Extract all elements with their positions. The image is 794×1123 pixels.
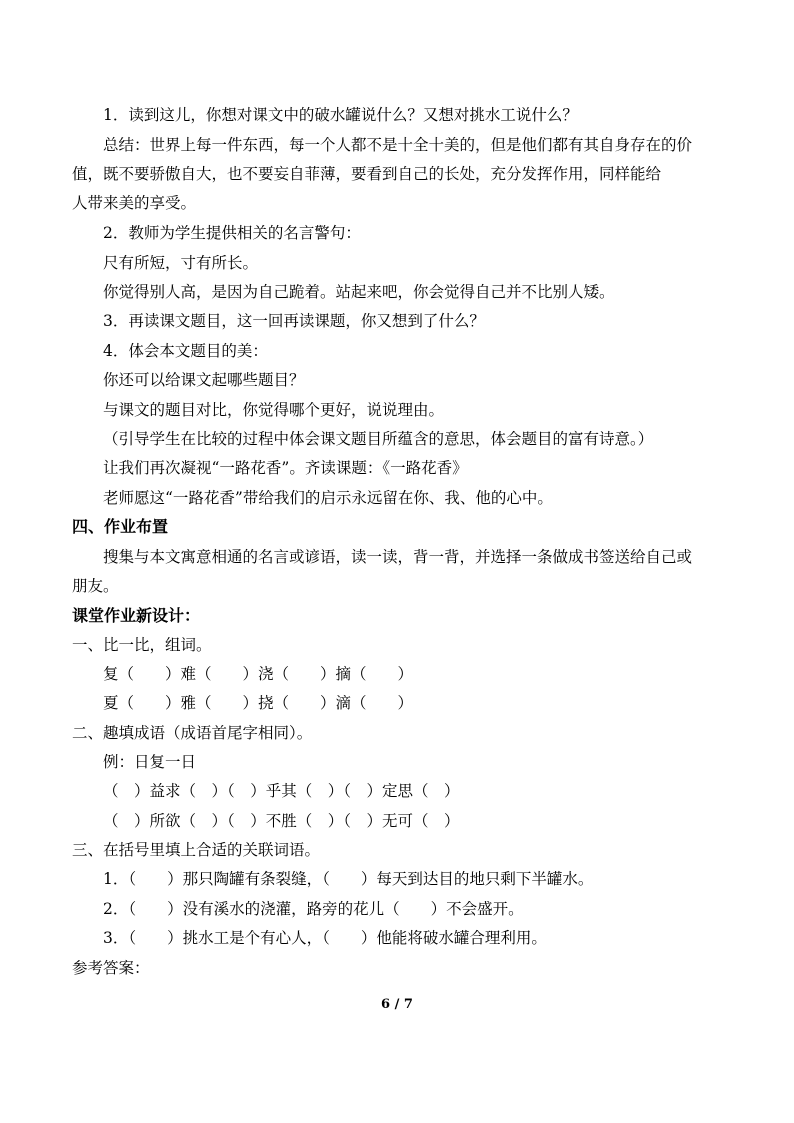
wish-line: 老师愿这“一路花香”带给我们的启示永远留在你、我、他的心中。 (103, 489, 553, 507)
question-1-line: 1．读到这儿，你想对课文中的破水罐说什么？又想对挑水工说什么？ (103, 106, 578, 124)
page-number: 6 / 7 (381, 997, 413, 1012)
question-4-line: 4．体会本文题目的美： (103, 342, 268, 360)
idiom-row-1: （ ）益求（ ）（ ）乎其（ ）（ ）定思（ ） (103, 782, 460, 800)
reread-line: 让我们再次凝视“一路花香”。齐读课题：《一路花香》 (103, 459, 468, 477)
proverb-line: 尺有所短，寸有所长。 (103, 254, 259, 272)
question-3-line: 3．再读课文题目，这一回再读课题，你又想到了什么？ (103, 312, 485, 330)
exercise-3-heading: 三、在括号里填上合适的关联词语。 (72, 841, 321, 859)
summary-line-1: 总结：世界上每一件东西，每一个人都不是十全十美的，但是他们都有其自身存在的价 (103, 136, 693, 154)
quote-line: 你觉得别人高，是因为自己跪着。站起来吧，你会觉得自己并不比别人矮。 (103, 283, 615, 301)
compare-row-2: 夏（ ）雅（ ）挠（ ）滴（ ） (103, 694, 414, 712)
compare-line: 与课文的题目对比，你觉得哪个更好，说说理由。 (103, 401, 445, 419)
compare-row-1: 复（ ）难（ ）浇（ ）摘（ ） (103, 665, 414, 683)
exercise-heading: 课堂作业新设计： (72, 606, 201, 625)
guide-note-line: （引导学生在比较的过程中体会课文题目所蕴含的意思，体会题目的富有诗意。） (103, 430, 654, 448)
title-question-line: 你还可以给课文起哪些题目？ (103, 371, 305, 389)
exercise-1-heading: 一、比一比，组词。 (72, 636, 212, 654)
homework-line-2: 朋友。 (72, 577, 119, 595)
conjunction-q3: 3．（ ）挑水工是个有心人，（ ）他能将破水罐合理利用。 (103, 929, 547, 947)
summary-line-2: 值，既不要骄傲自大，也不要妄自菲薄，要看到自己的长处，充分发挥作用，同样能给 (72, 165, 662, 183)
question-2-line: 2．教师为学生提供相关的名言警句： (103, 224, 361, 242)
answers-heading: 参考答案： (72, 959, 150, 977)
homework-line-1: 搜集与本文寓意相通的名言或谚语，读一读，背一背，并选择一条做成书签送给自己或 (103, 548, 693, 566)
section-4-heading: 四、作业布置 (72, 517, 169, 536)
exercise-2-heading: 二、趣填成语（成语首尾字相同）。 (72, 724, 313, 742)
conjunction-q1: 1．（ ）那只陶罐有条裂缝，（ ）每天到达目的地只剩下半罐水。 (103, 870, 594, 888)
idiom-row-2: （ ）所欲（ ）（ ）不胜（ ）（ ）无可（ ） (103, 812, 460, 830)
summary-line-3: 人带来美的享受。 (72, 194, 197, 212)
example-line: 例：日复一日 (103, 753, 197, 771)
conjunction-q2: 2．（ ）没有溪水的浇灌，路旁的花儿（ ）不会盛开。 (103, 900, 524, 918)
